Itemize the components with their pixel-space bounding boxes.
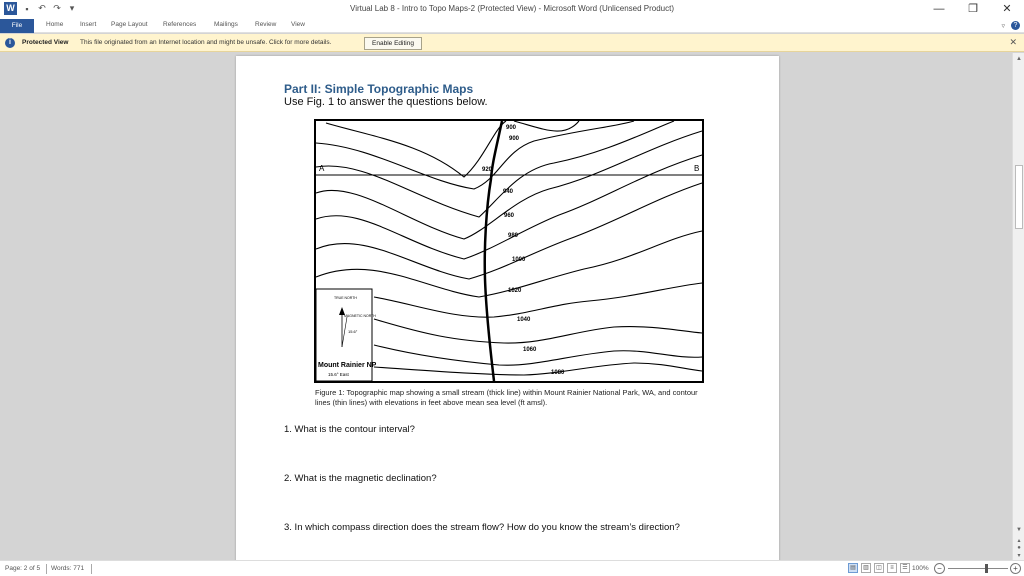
section-title: Part II: Simple Topographic Maps [284, 82, 474, 96]
contour-label: 1000 [512, 257, 526, 263]
contour-label: 1020 [508, 288, 522, 294]
info-icon: i [5, 38, 15, 48]
scrollbar-thumb[interactable] [1015, 165, 1023, 229]
tab-review[interactable]: Review [255, 21, 277, 28]
zoom-out-icon[interactable]: − [934, 563, 945, 574]
tab-insert[interactable]: Insert [80, 21, 97, 28]
contour-label: 940 [503, 189, 514, 195]
topographic-map-figure [314, 119, 704, 383]
question-1: 1. What is the contour interval? [284, 424, 415, 435]
contour-label: 1060 [523, 347, 537, 353]
page-count[interactable]: Page: 2 of 5 [5, 565, 41, 572]
protected-view-message[interactable]: This file originated from an Internet location and might be unsafe. Click for more details. [80, 39, 332, 46]
zoom-in-icon[interactable]: + [1010, 563, 1021, 574]
window-title: Virtual Lab 8 - Intro to Topo Maps-2 (Protected View) - Microsoft Word (Unlicensed Product) [350, 4, 674, 13]
select-browse-object-icon[interactable]: ● [1017, 545, 1021, 551]
outline-view-icon[interactable]: ≡ [887, 563, 897, 573]
figure-caption: Figure 1: Topographic map showing a small stream (thick line) within Mount Rainier National Park, WA, and contour lines (thin lines) with elevations in feet above mean sea level (ft amsl). [315, 388, 698, 407]
full-screen-reading-icon[interactable]: ▥ [861, 563, 871, 573]
contour-label: 900 [506, 125, 517, 131]
document-area[interactable] [0, 53, 1012, 560]
contour-label: 960 [504, 213, 515, 219]
draft-view-icon[interactable]: ☰ [900, 563, 910, 573]
enable-editing-button[interactable]: Enable Editing [364, 37, 422, 50]
previous-page-icon[interactable]: ▴ [1017, 538, 1021, 544]
question-3: 3. In which compass direction does the stream flow? How do you know the stream’s direction? [284, 522, 680, 533]
ribbon-tabs [0, 19, 1024, 33]
zoom-level[interactable]: 100% [912, 565, 929, 572]
declination-label: 15.6° East [328, 372, 349, 377]
protected-view-bar [0, 34, 1024, 52]
section-subtitle: Use Fig. 1 to answer the questions below. [284, 96, 488, 108]
redo-icon[interactable]: ↷ [53, 3, 61, 13]
tab-file[interactable]: File [0, 19, 34, 33]
word-app-icon[interactable]: W [4, 2, 17, 15]
title-bar [0, 0, 1024, 19]
next-page-icon[interactable]: ▾ [1017, 553, 1021, 559]
view-buttons [848, 563, 910, 573]
declination-angle-label: 15.6° [348, 329, 358, 334]
minimize-button[interactable]: — [933, 3, 945, 15]
scroll-down-icon[interactable]: ▼ [1016, 527, 1022, 533]
web-layout-icon[interactable]: ◫ [874, 563, 884, 573]
tab-page-layout[interactable]: Page Layout [111, 21, 148, 28]
tab-home[interactable]: Home [46, 21, 64, 28]
true-north-label: TRUE NORTH [334, 296, 357, 300]
contour-label: 900 [509, 136, 520, 142]
contour-label: 980 [508, 233, 519, 239]
park-name-label: Mount Rainier NP [318, 362, 377, 369]
contour-label: 1080 [551, 370, 565, 376]
zoom-slider[interactable] [948, 568, 1008, 569]
protected-view-title: Protected View [22, 39, 69, 46]
zoom-slider-thumb[interactable] [985, 564, 988, 573]
vertical-scrollbar[interactable] [1012, 53, 1024, 560]
save-icon[interactable]: ▪ [25, 3, 29, 14]
point-a-label: A [319, 164, 325, 173]
print-layout-view-icon[interactable]: ▤ [848, 563, 858, 573]
tab-references[interactable]: References [163, 21, 197, 28]
contour-label: 1040 [517, 317, 531, 323]
tab-view[interactable]: View [291, 21, 305, 28]
magnetic-north-label: MAGNETIC NORTH [344, 314, 376, 318]
restore-button[interactable]: ❐ [968, 3, 978, 15]
close-message-bar-icon[interactable]: ✕ [1009, 37, 1017, 47]
window-controls [922, 0, 1024, 19]
question-2: 2. What is the magnetic declination? [284, 473, 437, 484]
close-button[interactable]: ✕ [1002, 3, 1012, 15]
expand-ribbon-icon[interactable]: ▿ [1001, 22, 1005, 30]
document-page[interactable] [236, 56, 779, 560]
north-arrow-inset [316, 289, 377, 381]
tab-mailings[interactable]: Mailings [214, 21, 238, 28]
help-icon[interactable]: ? [1011, 21, 1020, 30]
contour-label: 920 [482, 167, 493, 173]
point-b-label: B [694, 164, 700, 173]
undo-icon[interactable]: ↶ [38, 3, 46, 13]
customize-qat-icon[interactable]: ▾ [69, 3, 75, 13]
scroll-up-icon[interactable]: ▲ [1016, 56, 1022, 62]
status-bar [0, 560, 1024, 576]
word-count[interactable]: Words: 771 [51, 565, 85, 572]
